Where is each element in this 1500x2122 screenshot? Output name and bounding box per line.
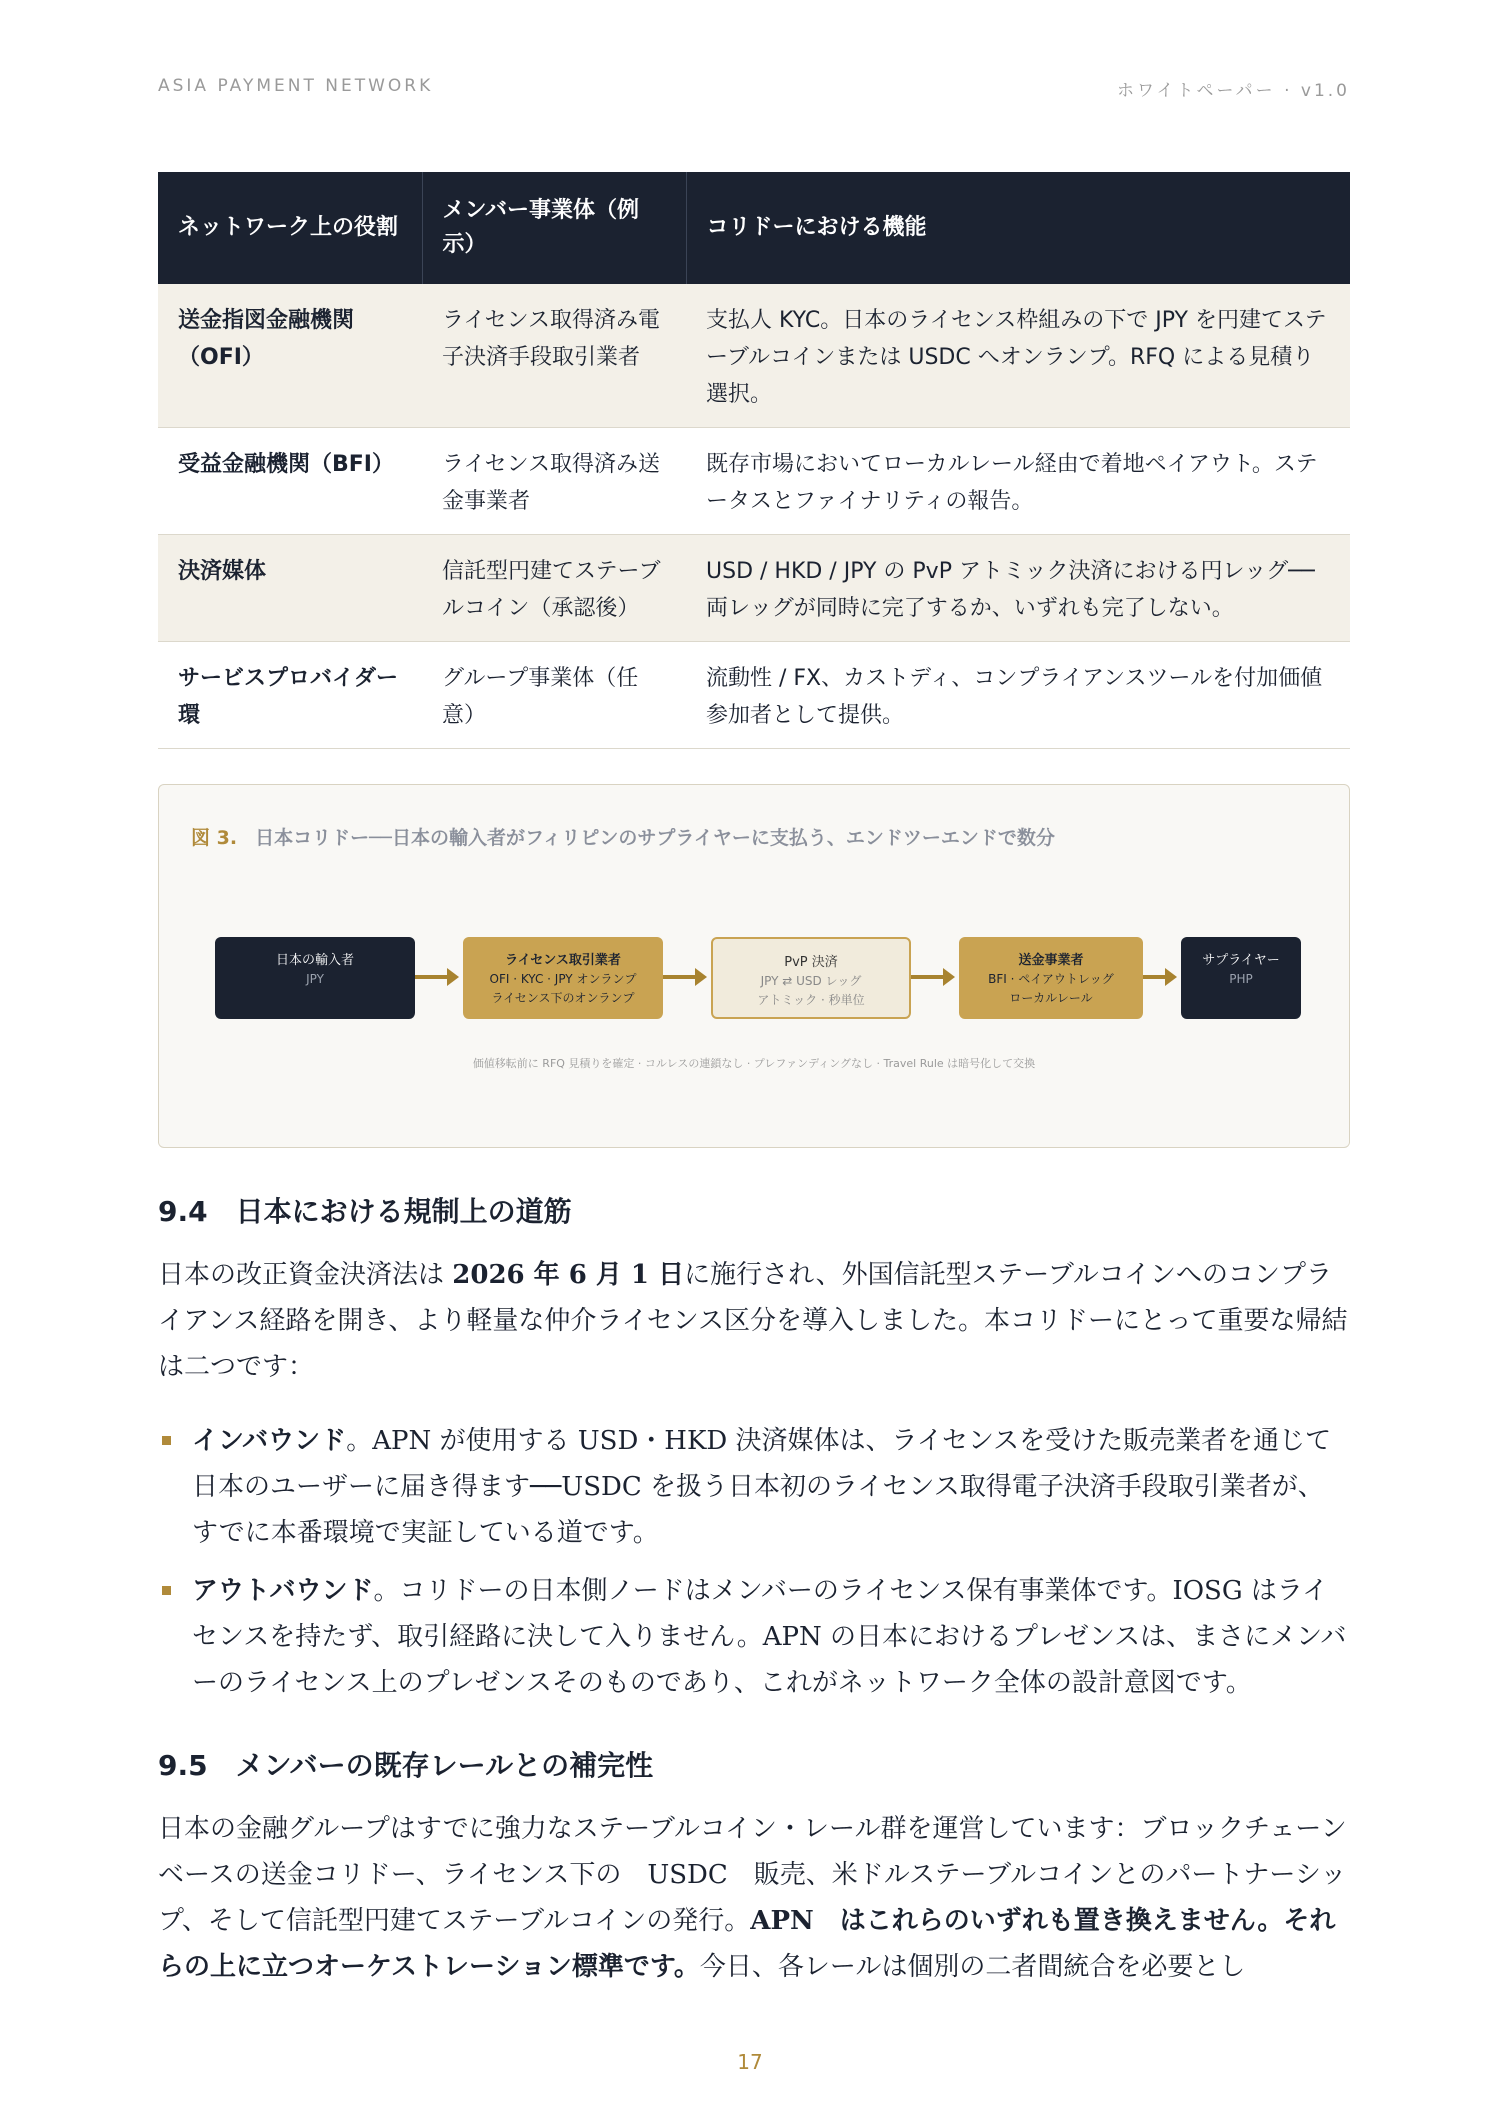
column-header-role: ネットワーク上の役割: [158, 172, 422, 284]
node-title: 送金事業者: [1018, 953, 1084, 968]
node-sub: JPY ⇄ USD レッグ: [760, 974, 862, 988]
header-doc-version: ホワイトペーパー · v1.0: [1117, 81, 1350, 101]
cell-role: 決済媒体: [158, 535, 422, 642]
text-run: 日本の金融グループはすでに強力なステーブルコイン・レール群を運営しています：ブロックチェーンベースの送金コリドー、ライセンス下の USDC 販売、米ドルステーブルコインとのパートナーシップ、そして信託型円建てステーブルコインの発行。: [158, 1814, 1347, 1936]
text-run: に施行され、外国信託型ステーブルコインへのコンプライアンス経路を開き、より軽量な仲介ライセンス区分を導入しました。本コリドーにとって重要な帰結は二つです：: [158, 1260, 1348, 1382]
section-heading-9-4: [158, 1190, 572, 1230]
figure-number: 図 3.: [191, 827, 238, 849]
flow-node-remitter: [959, 937, 1143, 1019]
bullet-square-icon: [162, 1586, 171, 1595]
flow-node-pvp-settlement: [711, 937, 911, 1019]
node-title: 日本の輸入者: [275, 953, 354, 968]
list-item: [158, 1568, 1350, 1706]
node-title: PvP 決済: [784, 955, 838, 970]
consequence-list: [158, 1418, 1350, 1718]
section-number: 9.5: [158, 1749, 208, 1782]
table-row: [158, 535, 1350, 642]
table-header-row: [158, 172, 1350, 284]
bullet-text: 。APN が使用する USD・HKD 決済媒体は、ライセンスを受けた販売業者を通じて日本のユーザーに届き得ます──USDC を扱う日本初のライセンス取得電子決済手段取引業者が、すでに本番環境で実証している道です。: [192, 1426, 1332, 1548]
flow-node-supplier: [1181, 937, 1301, 1019]
cell-function: 支払人 KYC。日本のライセンス枠組みの下で JPY を円建てステーブルコインまたは USDC へオンランプ。RFQ による見積り選択。: [686, 284, 1350, 428]
node-sub: アトミック · 秒単位: [757, 993, 865, 1007]
bullet-square-icon: [162, 1436, 171, 1445]
page-number: 17: [737, 2050, 763, 2074]
roles-table: [158, 172, 1350, 749]
bullet-lead: インバウンド: [192, 1426, 347, 1456]
node-title: ライセンス取引業者: [505, 953, 621, 968]
cell-role: 送金指図金融機関（OFI）: [158, 284, 422, 428]
section-9-5-paragraph: [158, 1806, 1350, 1990]
cell-member: グループ事業体（任意）: [422, 642, 686, 749]
column-header-member: メンバー事業体（例示）: [422, 172, 686, 284]
cell-role: 受益金融機関（BFI）: [158, 428, 422, 535]
flow-node-exchange: [463, 937, 663, 1019]
cell-member: 信託型円建てステーブルコイン（承認後）: [422, 535, 686, 642]
node-sub: ローカルレール: [1009, 991, 1093, 1005]
bullet-lead: アウトバウンド: [192, 1576, 374, 1606]
node-sub: PHP: [1229, 972, 1253, 986]
section-9-4-paragraph: [158, 1252, 1350, 1390]
node-sub: ライセンス下のオンランプ: [491, 991, 635, 1005]
node-sub: BFI · ペイアウトレッグ: [988, 972, 1114, 986]
section-number: 9.4: [158, 1195, 208, 1228]
node-title: サプライヤー: [1202, 953, 1280, 968]
text-run: 今日、各レールは個別の二者間統合を必要とし: [699, 1952, 1246, 1982]
figure-note: 価値移転前に RFQ 見積りを確定 · コルレスの連鎖なし · プレファンディングなし · Travel Rule は暗号化して交換: [472, 1057, 1036, 1070]
column-header-function: コリドーにおける機能: [686, 172, 1350, 284]
node-sub: OFI · KYC · JPY オンランプ: [489, 972, 637, 986]
flow-node-importer: [215, 937, 415, 1019]
cell-role: サービスプロバイダー環: [158, 642, 422, 749]
figure-caption: [191, 823, 1055, 850]
cell-member: ライセンス取得済み電子決済手段取引業者: [422, 284, 686, 428]
flow-arrow: [1143, 975, 1171, 979]
bullet-text: 。コリドーの日本側ノードはメンバーのライセンス保有事業体です。IOSG はライセンスを持たず、取引経路に決して入りません。APN の日本におけるプレゼンスは、まさにメンバーのライセンス上のプレゼンスそのものであり、これがネットワーク全体の設計意図です。: [192, 1576, 1347, 1698]
text-run: 日本の改正資金決済法は: [158, 1260, 453, 1290]
header-publisher: ASIA PAYMENT NETWORK: [158, 76, 434, 96]
cell-function: 既存市場においてローカルレール経由で着地ペイアウト。ステータスとファイナリティの報告。: [686, 428, 1350, 535]
corridor-flow: [215, 937, 1301, 1019]
table-row: [158, 642, 1350, 749]
corridor-figure: [158, 784, 1350, 1148]
cell-member: ライセンス取得済み送金事業者: [422, 428, 686, 535]
table-row: [158, 428, 1350, 535]
table-row: [158, 284, 1350, 428]
cell-function: USD / HKD / JPY の PvP アトミック決済における円レッグ──両レッグが同時に完了するか、いずれも完了しない。: [686, 535, 1350, 642]
key-statement: APN はこれらのいずれも置き換えません。それらの上に立つオーケストレーション標準です。: [158, 1906, 1336, 1982]
figure-title: 日本コリドー──日本の輸入者がフィリピンのサプライヤーに支払う、エンドツーエンドで数分: [255, 827, 1055, 849]
flow-arrow: [415, 975, 453, 979]
section-title: メンバーの既存レールとの補完性: [235, 1749, 654, 1782]
running-header: [158, 76, 1350, 101]
cell-function: 流動性 / FX、カストディ、コンプライアンスツールを付加価値参加者として提供。: [686, 642, 1350, 749]
effective-date: 2026 年 6 月 1 日: [452, 1260, 685, 1290]
section-heading-9-5: [158, 1744, 653, 1784]
flow-arrow: [911, 975, 949, 979]
flow-arrow: [663, 975, 701, 979]
node-sub: JPY: [306, 972, 324, 986]
list-item: [158, 1418, 1350, 1556]
section-title: 日本における規制上の道筋: [235, 1195, 572, 1228]
